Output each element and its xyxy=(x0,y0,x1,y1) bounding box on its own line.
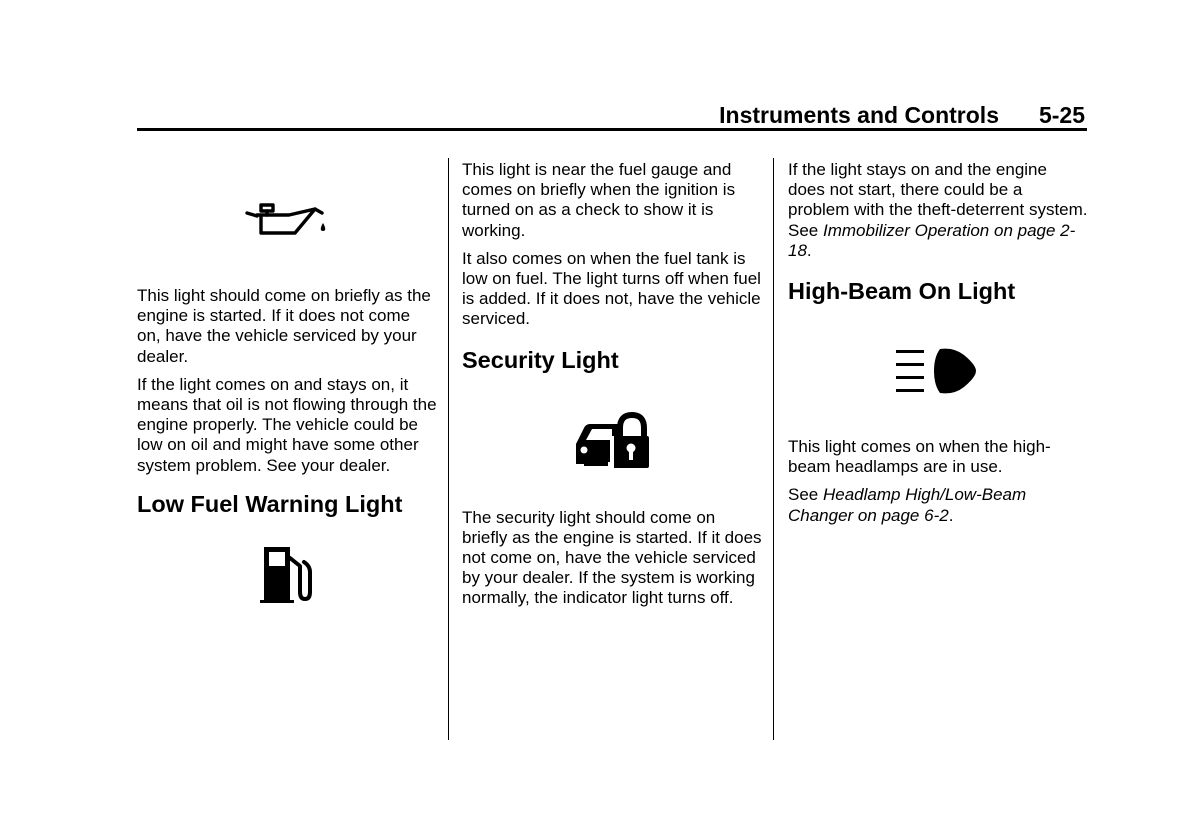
high-beam-paragraph-1: This light comes on when the high-beam headlamps are in use. xyxy=(788,437,1051,477)
oil-light-paragraph-1: This light should come on briefly as the engine is started. If it does not come on, have the vehicle serviced by your dealer. xyxy=(137,286,431,366)
fuel-light-paragraph-2: It also comes on when the fuel tank is low on fuel. The light turns off when fuel is added. If it does not, have the vehicle serviced. xyxy=(462,248,761,329)
low-fuel-symbol xyxy=(137,518,437,630)
fuel-light-paragraph-1: This light is near the fuel gauge and comes on briefly when the ignition is turned on as a check to show it is working. xyxy=(462,160,736,240)
security-p2-text: If the light stays on and the engine does not start, there could be a problem with the theft-deterrent system. See xyxy=(788,160,1088,240)
column-3 xyxy=(788,160,1088,534)
high-beam-p2-text: See xyxy=(788,485,823,505)
security-p2-end: . xyxy=(806,240,812,260)
low-fuel-heading: Low Fuel Warning Light xyxy=(137,490,403,517)
section-title: Instruments and Controls xyxy=(719,102,999,128)
column-divider-2 xyxy=(773,158,774,740)
security-light-paragraph-2 xyxy=(788,160,1088,261)
high-beam-paragraph-2 xyxy=(788,485,1088,525)
page-header xyxy=(137,100,1087,128)
car-padlock-icon xyxy=(574,410,652,472)
fuel-pump-icon xyxy=(260,544,314,604)
column-divider-1 xyxy=(448,158,449,740)
high-beam-heading: High-Beam On Light xyxy=(788,278,1016,305)
high-beam-p2-end: . xyxy=(948,505,954,525)
high-beam-symbol xyxy=(788,305,1088,437)
column-1 xyxy=(137,160,437,630)
column-2 xyxy=(462,160,764,617)
header-rule xyxy=(137,128,1087,131)
oil-pressure-symbol xyxy=(137,160,437,286)
oil-can-icon xyxy=(245,203,329,243)
high-beam-icon xyxy=(896,345,980,397)
security-symbol xyxy=(462,374,764,508)
security-light-paragraph-1: The security light should come on briefly as the engine is started. If it does not come on, have the vehicle serviced by your dealer. If the system is working normally, the indicator light turns off. xyxy=(462,507,762,608)
oil-light-paragraph-2: If the light comes on and stays on, it means that oil is not flowing through the engine properly. The vehicle could be low on oil and might have some other system problem. See your dealer. xyxy=(137,374,437,475)
page-number: 5-25 xyxy=(1038,102,1085,128)
headlamp-changer-reference-link[interactable]: Headlamp High/Low-Beam Changer on page 6-2 xyxy=(788,485,1027,525)
immobilizer-reference-link[interactable]: Immobilizer Operation on page 2-18 xyxy=(788,220,1076,260)
security-heading: Security Light xyxy=(462,346,619,373)
